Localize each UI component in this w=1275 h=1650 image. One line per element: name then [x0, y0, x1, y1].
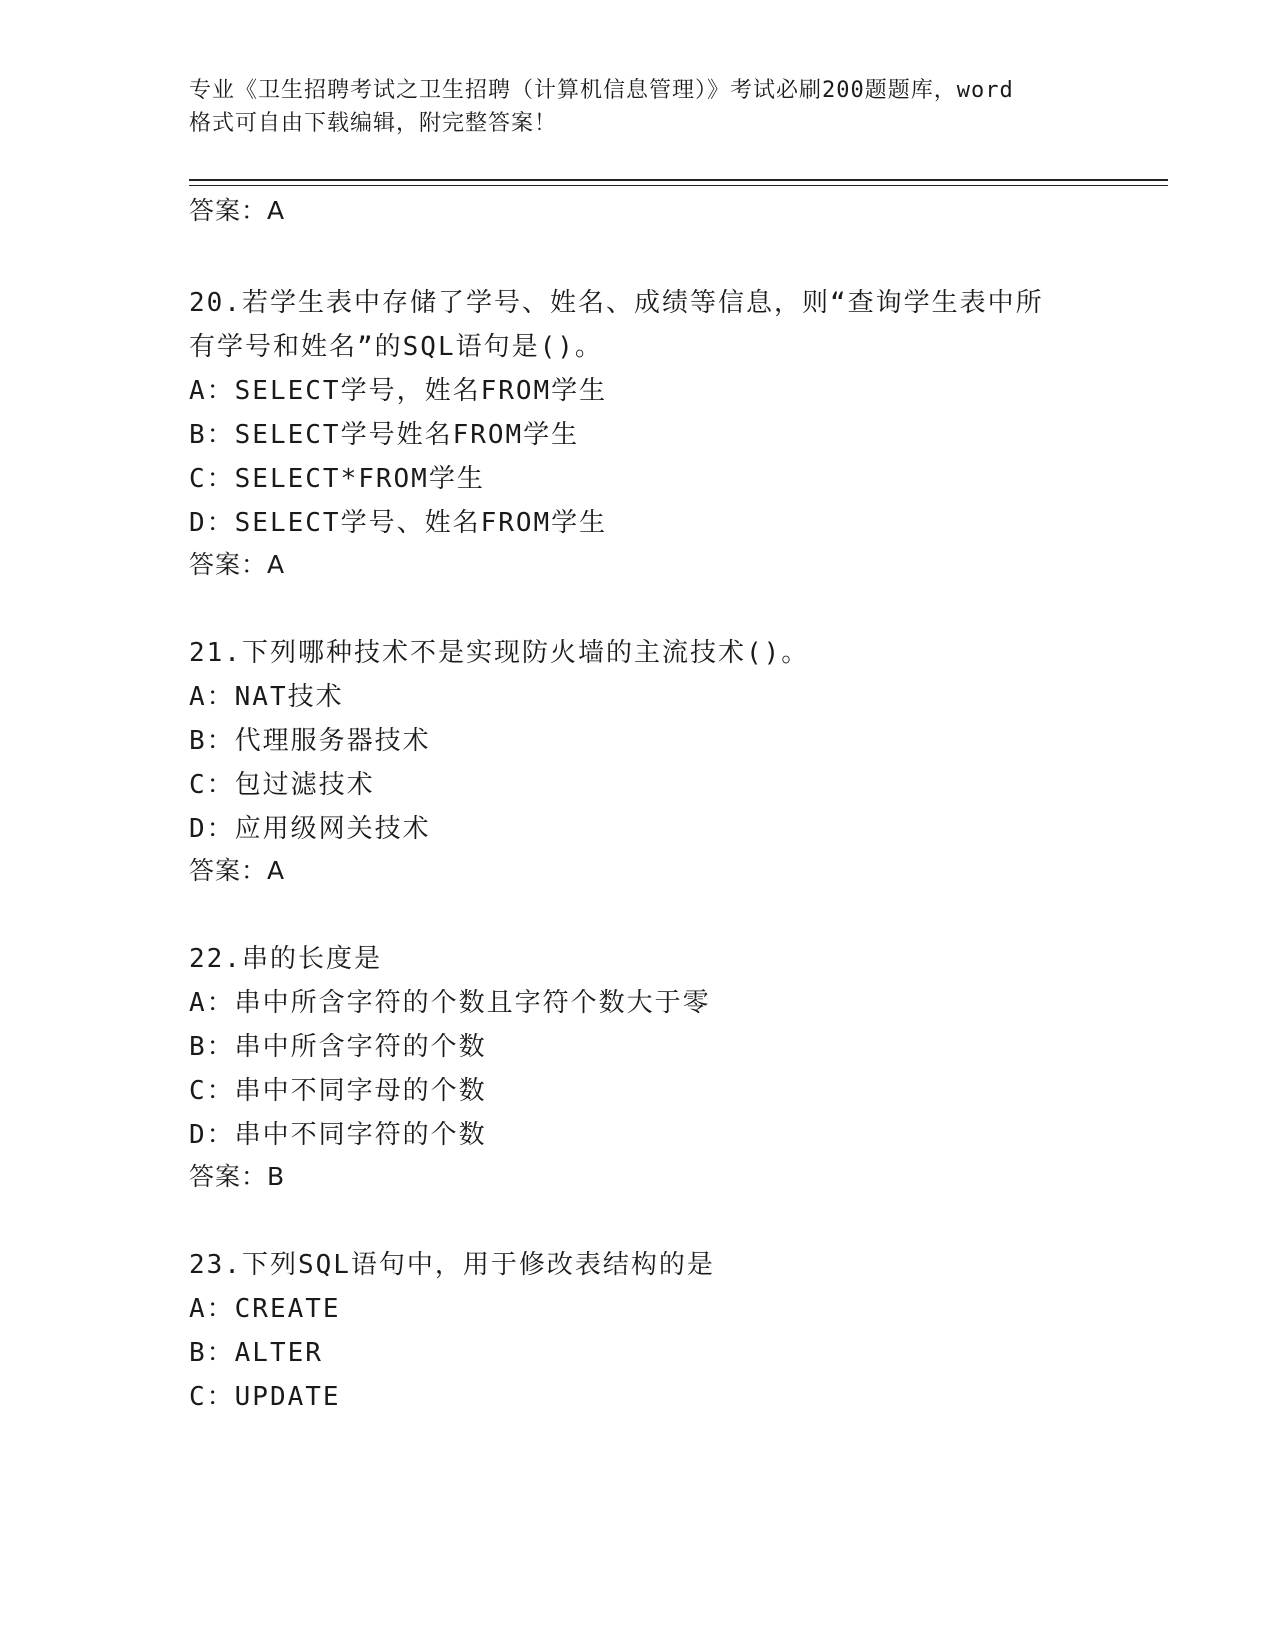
q22-answer: 答案：B [189, 1162, 286, 1191]
q21-option-d: D：应用级网关技术 [189, 814, 431, 844]
answer-previous: 答案：A [189, 196, 286, 225]
q20-answer: 答案：A [189, 550, 286, 579]
q20-stem-line-2: 有学号和姓名”的SQL语句是()。 [189, 332, 603, 362]
q20-option-d: D：SELECT学号、姓名FROM学生 [189, 508, 608, 538]
q20-stem-line-1: 20.若学生表中存储了学号、姓名、成绩等信息，则“查询学生表中所 [189, 288, 1044, 318]
header-line-1: 专业《卫生招聘考试之卫生招聘（计算机信息管理）》考试必刷200题题库，word [189, 78, 1014, 103]
q21-answer: 答案：A [189, 856, 286, 885]
q20-option-a: A：SELECT学号，姓名FROM学生 [189, 376, 608, 406]
q21-option-b: B：代理服务器技术 [189, 726, 431, 756]
q20-option-c: C：SELECT*FROM学生 [189, 464, 485, 494]
header-divider-thin [189, 185, 1168, 186]
q22-option-b: B：串中所含字符的个数 [189, 1032, 487, 1062]
q23-option-a: A：CREATE [189, 1294, 341, 1324]
q23-stem: 23.下列SQL语句中，用于修改表结构的是 [189, 1250, 715, 1280]
q23-option-b: B：ALTER [189, 1338, 323, 1368]
page-header [189, 74, 1089, 140]
q22-option-c: C：串中不同字母的个数 [189, 1076, 487, 1106]
header-divider-thick [189, 179, 1168, 181]
q22-option-d: D：串中不同字符的个数 [189, 1120, 487, 1150]
q21-stem: 21.下列哪种技术不是实现防火墙的主流技术()。 [189, 638, 810, 668]
header-line-2: 格式可自由下载编辑，附完整答案！ [189, 111, 558, 136]
q21-option-a: A：NAT技术 [189, 682, 344, 712]
q23-option-c: C：UPDATE [189, 1382, 341, 1412]
q22-stem: 22.串的长度是 [189, 944, 382, 974]
q20-option-b: B：SELECT学号姓名FROM学生 [189, 420, 580, 450]
q21-option-c: C：包过滤技术 [189, 770, 375, 800]
q22-option-a: A：串中所含字符的个数且字符个数大于零 [189, 988, 711, 1018]
